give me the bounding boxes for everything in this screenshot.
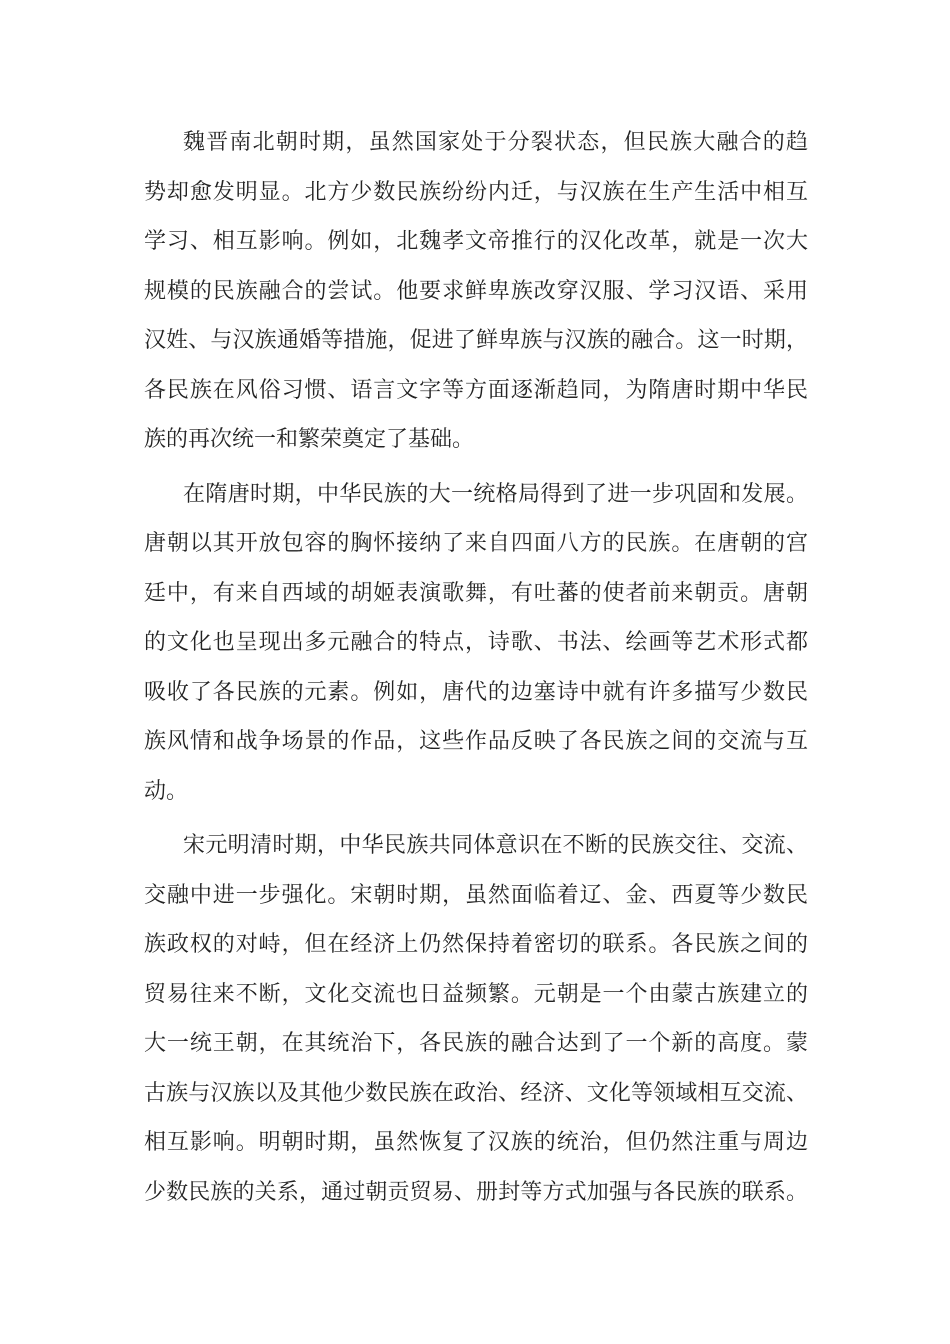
text-line: 古族与汉族以及其他少数民族在政治、经济、文化等领域相互交流、 [144,1080,808,1106]
text-line: 各民族在风俗习惯、语言文字等方面逐渐趋同，为隋唐时期中华民 [144,377,808,403]
text-line: 在隋唐时期，中华民族的大一统格局得到了进一步巩固和发展。 [183,481,808,507]
text-line: 少数民族的关系，通过朝贡贸易、册封等方式加强与各民族的联系。 [144,1179,808,1205]
text-line: 魏晋南北朝时期，虽然国家处于分裂状态，但民族大融合的趋 [183,130,808,155]
text-line: 规模的民族融合的尝试。他要求鲜卑族改穿汉服、学习汉语、采用 [144,278,808,304]
text-line: 动。 [144,778,189,804]
text-line: 交融中进一步强化。宋朝时期，虽然面临着辽、金、西夏等少数民 [144,882,808,908]
text-line: 唐朝以其开放包容的胸怀接纳了来自四面八方的民族。在唐朝的宫 [144,531,808,556]
text-line: 族政权的对峙，但在经济上仍然保持着密切的联系。各民族之间的 [144,932,808,957]
text-line: 族的再次统一和繁荣奠定了基础。 [144,427,475,452]
text-line: 吸收了各民族的元素。例如，唐代的边塞诗中就有许多描写少数民 [144,679,808,705]
text-line: 大一统王朝，在其统治下，各民族的融合达到了一个新的高度。蒙 [144,1031,808,1056]
paragraph [144,470,808,817]
text-line: 族风情和战争场景的作品，这些作品反映了各民族之间的交流与互 [144,729,808,754]
text-line: 相互影响。明朝时期，虽然恢复了汉族的统治，但仍然注重与周边 [144,1130,808,1155]
text-line: 贸易往来不断，文化交流也日益频繁。元朝是一个由蒙古族建立的 [144,981,808,1007]
text-line: 势却愈发明显。北方少数民族纷纷内迁，与汉族在生产生活中相互 [144,179,808,205]
paragraph [144,118,808,465]
text-line: 宋元明清时期，中华民族共同体意识在不断的民族交往、交流、 [183,833,808,858]
paragraph [144,821,808,1217]
text-line: 的文化也呈现出多元融合的特点，诗歌、书法、绘画等艺术形式都 [144,630,808,655]
text-line: 廷中，有来自西域的胡姬表演歌舞，有吐蕃的使者前来朝贡。唐朝 [144,580,808,606]
document-page [144,118,808,1222]
text-line: 汉姓、与汉族通婚等措施，促进了鲜卑族与汉族的融合。这一时期， [144,328,808,353]
text-line: 学习、相互影响。例如，北魏孝文帝推行的汉化改革，就是一次大 [144,229,808,254]
